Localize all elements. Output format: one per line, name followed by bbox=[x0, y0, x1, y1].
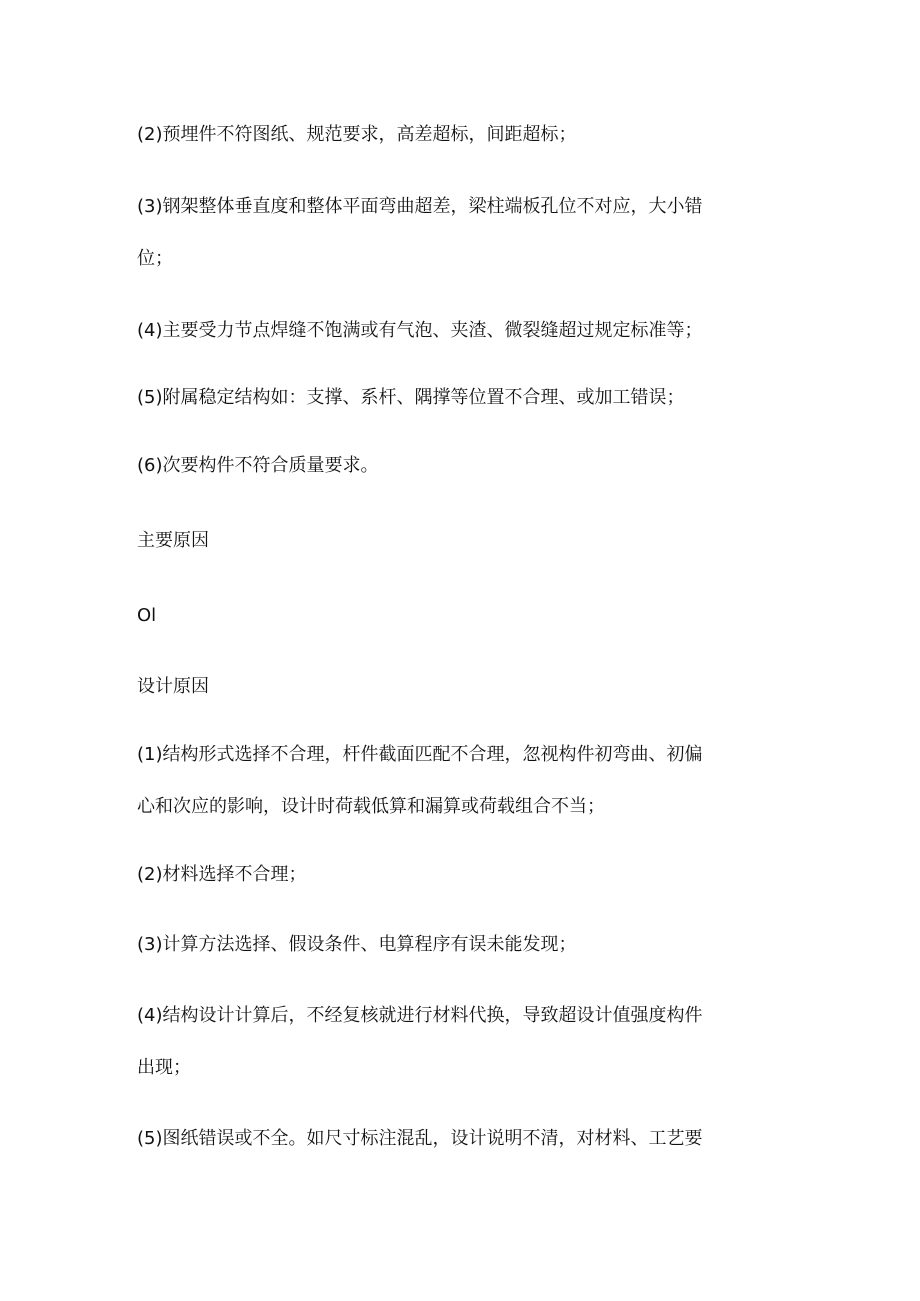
text-line: 心和次应的影响，设计时荷载低算和漏算或荷载组合不当； bbox=[137, 796, 605, 817]
paragraph-weld-quality bbox=[137, 305, 777, 357]
section-marker bbox=[137, 590, 777, 642]
text-line: 主要原因 bbox=[137, 530, 209, 551]
text-line: 位； bbox=[137, 248, 173, 269]
paragraph-secondary-members bbox=[137, 440, 777, 492]
paragraph-material-substitution bbox=[137, 990, 777, 1094]
text-line: 出现； bbox=[137, 1057, 191, 1078]
text-line: Ol bbox=[137, 605, 157, 626]
paragraph-embedded-parts bbox=[137, 109, 777, 161]
text-line: (2)材料选择不合理； bbox=[137, 864, 307, 885]
text-line: (5)图纸错误或不全。如尺寸标注混乱，设计说明不清，对材料、工艺要 bbox=[137, 1128, 703, 1149]
paragraph-material-selection bbox=[137, 849, 777, 901]
heading-design-causes bbox=[137, 661, 777, 713]
paragraph-structural-form bbox=[137, 729, 777, 833]
text-line: (3)钢架整体垂直度和整体平面弯曲超差，梁柱端板孔位不对应，大小错 bbox=[137, 196, 703, 217]
text-line: (2)预埋件不符图纸、规范要求，高差超标，间距超标； bbox=[137, 124, 577, 145]
text-line: (4)结构设计计算后，不经复核就进行材料代换，导致超设计值强度构件 bbox=[137, 1005, 703, 1026]
paragraph-drawing-errors bbox=[137, 1113, 777, 1165]
text-line: (5)附属稳定结构如：支撑、系杆、隅撑等位置不合理、或加工错误； bbox=[137, 387, 685, 408]
text-line: (3)计算方法选择、假设条件、电算程序有误未能发现； bbox=[137, 934, 577, 955]
text-line: (6)次要构件不符合质量要求。 bbox=[137, 455, 379, 476]
paragraph-auxiliary-structure bbox=[137, 372, 777, 424]
text-line: (1)结构形式选择不合理，杆件截面匹配不合理，忽视构件初弯曲、初偏 bbox=[137, 744, 703, 765]
text-line: (4)主要受力节点焊缝不饱满或有气泡、夹渣、微裂缝超过规定标准等； bbox=[137, 320, 703, 341]
text-line: 设计原因 bbox=[137, 676, 209, 697]
paragraph-calculation-method bbox=[137, 919, 777, 971]
paragraph-steel-frame bbox=[137, 181, 777, 285]
heading-main-causes bbox=[137, 515, 777, 567]
